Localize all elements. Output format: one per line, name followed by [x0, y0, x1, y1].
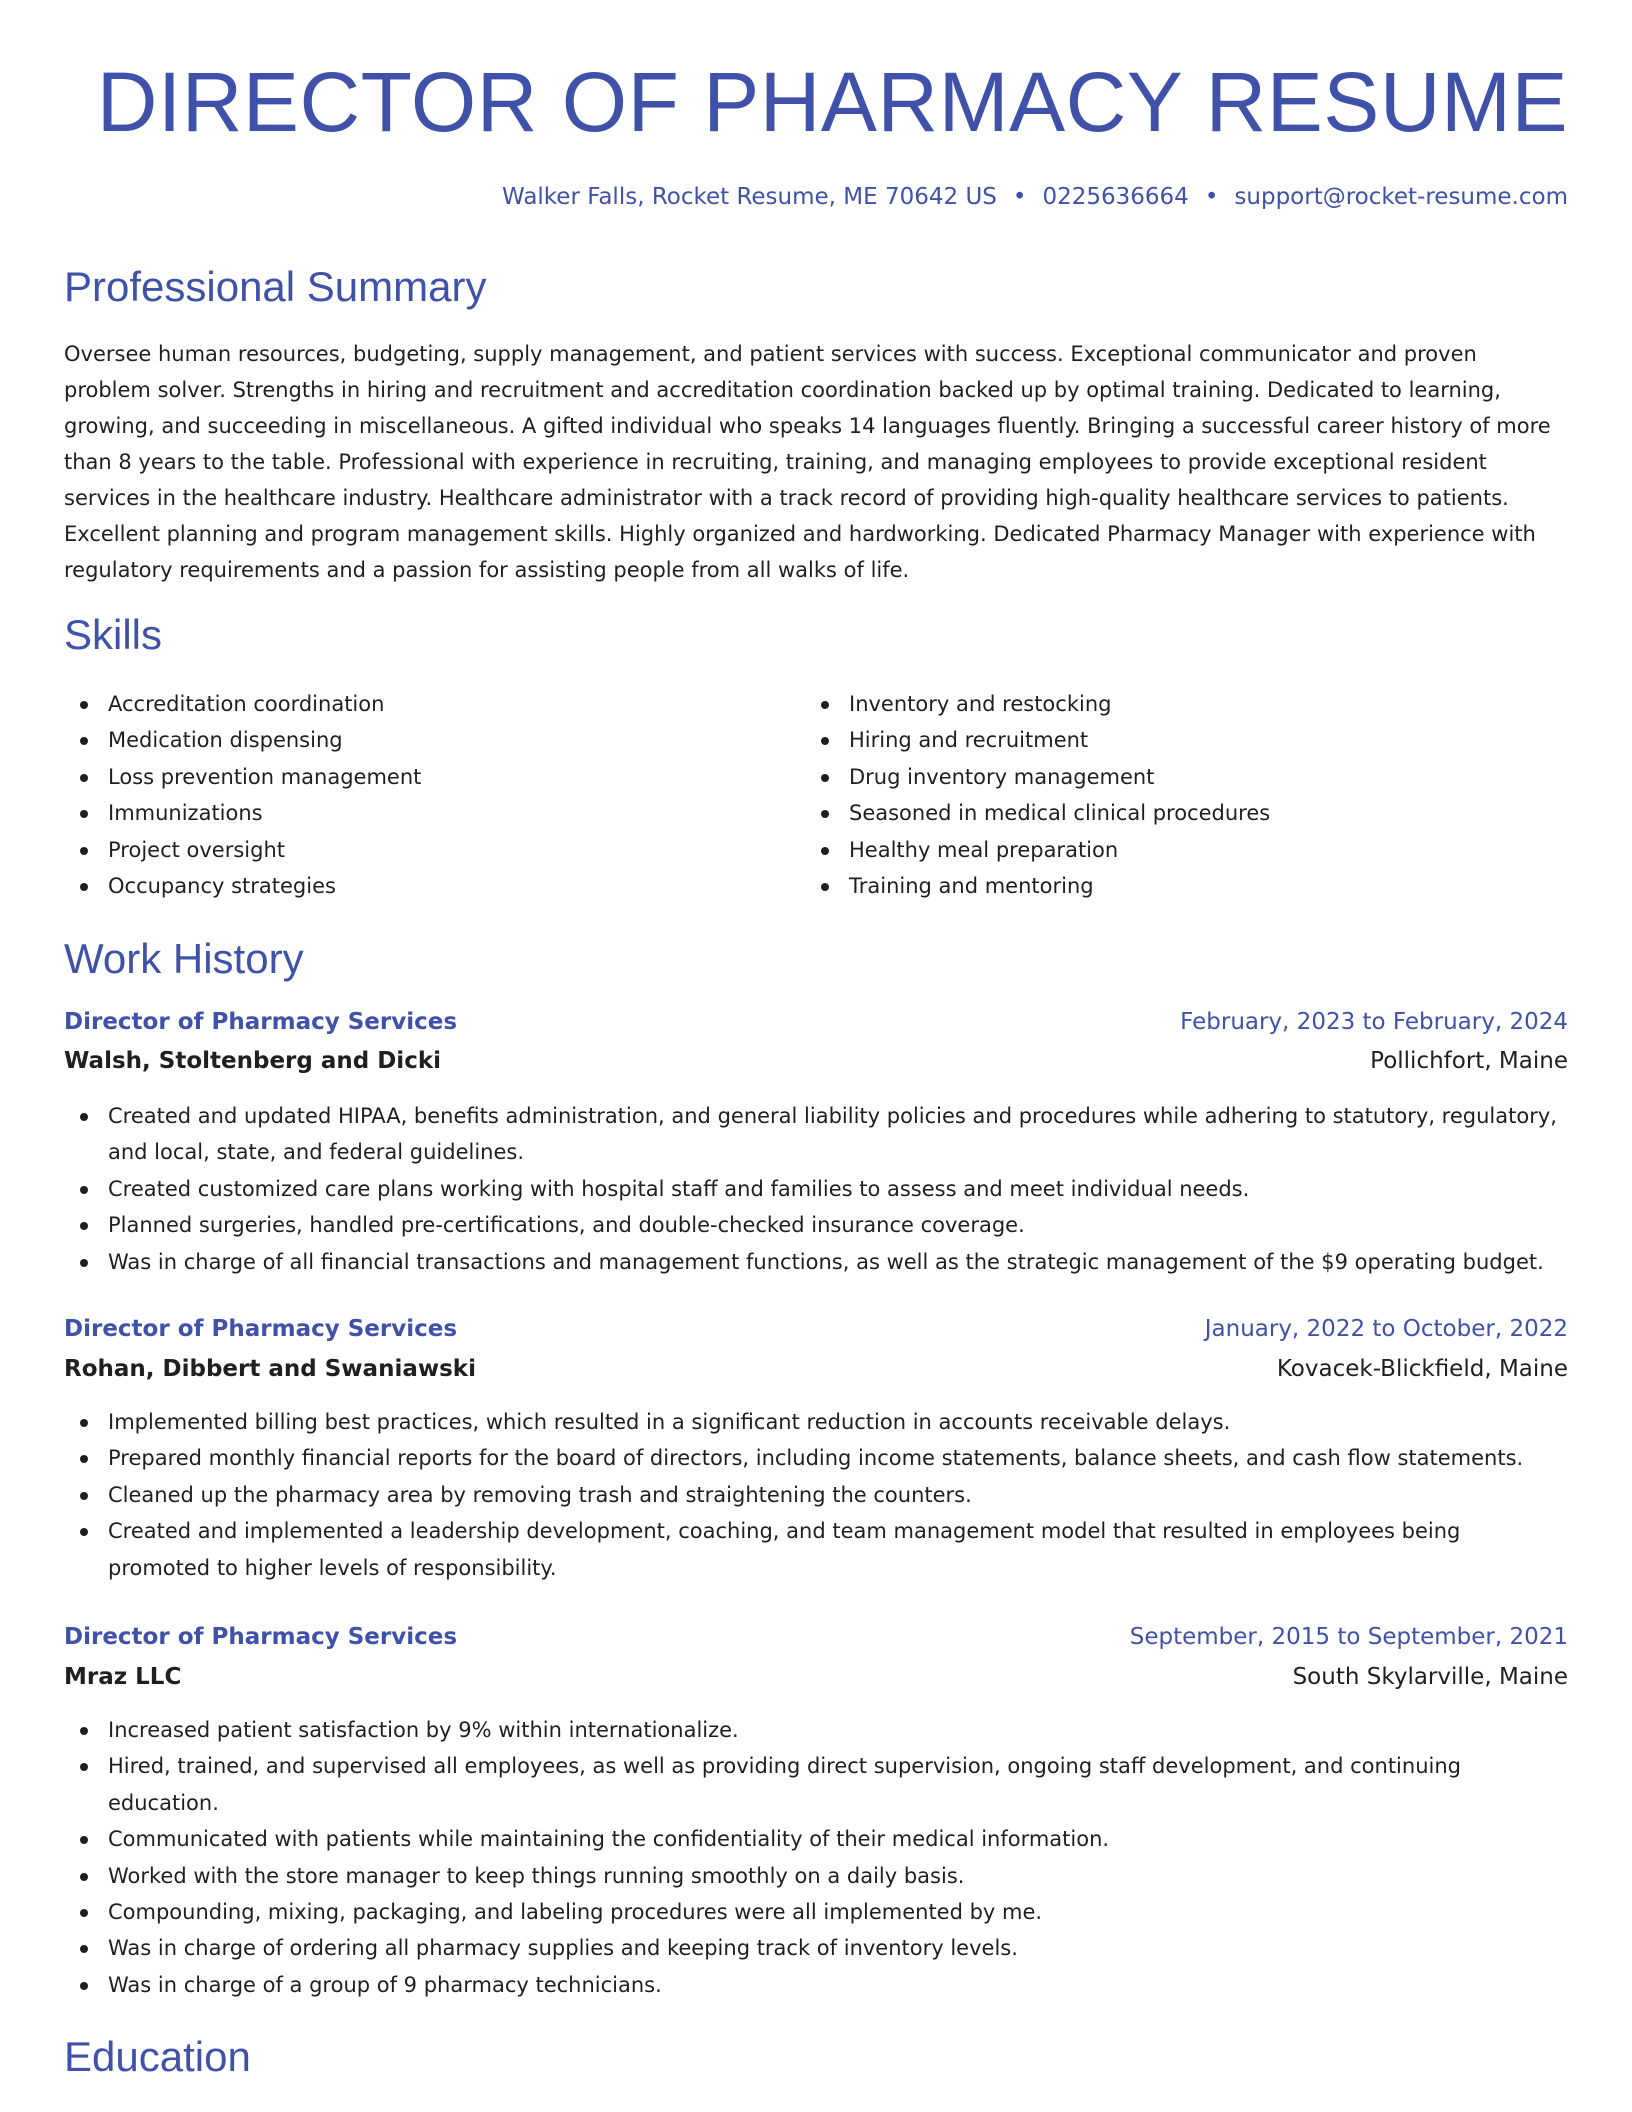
job-location: South Skylarville, Maine	[1292, 1664, 1568, 1690]
contact-email: support@rocket-resume.com	[1234, 184, 1568, 210]
job-dates: September, 2015 to September, 2021	[1129, 1624, 1568, 1650]
job-bullet: Compounding, mixing, packaging, and labeling procedures were all implemented by me.	[64, 1894, 1568, 1930]
contact-separator: •	[1012, 184, 1027, 210]
job-bullets	[64, 1404, 1568, 1586]
job-dates: February, 2023 to February, 2024	[1180, 1009, 1568, 1035]
job-bullet: Was in charge of all financial transactions and management functions, as well as the strategic management of the $9 operating budget.	[64, 1244, 1568, 1280]
job-bullet: Increased patient satisfaction by 9% within internationalize.	[64, 1712, 1568, 1748]
job-bullet: Implemented billing best practices, which resulted in a significant reduction in accounts receivable delays.	[64, 1404, 1568, 1440]
skills-list-left	[64, 686, 421, 904]
skills-heading: Skills	[64, 611, 163, 658]
skill-item: Drug inventory management	[805, 759, 1270, 795]
contact-separator: •	[1204, 184, 1219, 210]
job-title: Director of Pharmacy Services	[64, 1316, 458, 1342]
summary-heading: Professional Summary	[64, 263, 487, 310]
skill-item: Project oversight	[64, 832, 421, 868]
job-bullet: Created and implemented a leadership development, coaching, and team management model that resulted in employees being promoted to higher levels of responsibility.	[64, 1513, 1568, 1586]
job-bullets	[64, 1098, 1568, 1280]
job-bullet: Created customized care plans working with hospital staff and families to assess and meet individual needs.	[64, 1171, 1568, 1207]
job-title: Director of Pharmacy Services	[64, 1624, 458, 1650]
job-bullet: Was in charge of ordering all pharmacy supplies and keeping track of inventory levels.	[64, 1930, 1568, 1966]
skill-item: Seasoned in medical clinical procedures	[805, 795, 1270, 831]
skills-list-right	[805, 686, 1270, 904]
job-bullet: Hired, trained, and supervised all employees, as well as providing direct supervision, ongoing staff development, and continuing education.	[64, 1748, 1568, 1821]
job-company: Mraz LLC	[64, 1664, 182, 1690]
job-company: Rohan, Dibbert and Swaniawski	[64, 1356, 476, 1382]
job-location: Kovacek-Blickfield, Maine	[1276, 1356, 1568, 1382]
job-bullet: Worked with the store manager to keep things running smoothly on a daily basis.	[64, 1858, 1568, 1894]
resume-title: DIRECTOR OF PHARMACY RESUME	[96, 55, 1568, 149]
skill-item: Medication dispensing	[64, 722, 421, 758]
skill-item: Occupancy strategies	[64, 868, 421, 904]
job-bullet: Created and updated HIPAA, benefits administration, and general liability policies and procedures while adhering to statutory, regulatory, and local, state, and federal guidelines.	[64, 1098, 1568, 1171]
job-dates: January, 2022 to October, 2022	[1204, 1316, 1568, 1342]
skill-item: Accreditation coordination	[64, 686, 421, 722]
contact-address: Walker Falls, Rocket Resume, ME 70642 US	[502, 184, 997, 210]
job-bullet: Planned surgeries, handled pre-certifications, and double-checked insurance coverage.	[64, 1207, 1568, 1243]
skill-item: Healthy meal preparation	[805, 832, 1270, 868]
contact-phone: 0225636664	[1042, 184, 1189, 210]
summary-text: Oversee human resources, budgeting, supply management, and patient services with success. Exceptional communicator and proven problem solver. Strengths in hiring and recruitment and accreditation coordination backed up by optimal training. Dedicated to learning, growing, and succeeding in miscellaneous. A gifted individual who speaks 14 languages fluently. Bringing a successful career history of more than 8 years to the table. Professional with experience in recruiting, training, and managing employees to provide exceptional resident services in the healthcare industry. Healthcare administrator with a track record of providing high-quality healthcare services to patients. Excellent planning and program management skills. Highly organized and hardworking. Dedicated Pharmacy Manager with experience with regulatory requirements and a passion for assisting people from all walks of life.	[64, 342, 1551, 582]
job-bullets	[64, 1712, 1568, 2003]
job-bullet: Communicated with patients while maintaining the confidentiality of their medical information.	[64, 1821, 1568, 1857]
skill-item: Loss prevention management	[64, 759, 421, 795]
skill-item: Immunizations	[64, 795, 421, 831]
job-title: Director of Pharmacy Services	[64, 1009, 458, 1035]
job-bullet: Cleaned up the pharmacy area by removing trash and straightening the counters.	[64, 1477, 1568, 1513]
job-bullet: Was in charge of a group of 9 pharmacy technicians.	[64, 1967, 1568, 2003]
skill-item: Training and mentoring	[805, 868, 1270, 904]
job-location: Pollichfort, Maine	[1370, 1048, 1568, 1074]
job-company: Walsh, Stoltenberg and Dicki	[64, 1048, 442, 1074]
contact-line	[502, 181, 1568, 213]
skill-item: Inventory and restocking	[805, 686, 1270, 722]
work-history-heading: Work History	[64, 935, 304, 982]
job-bullet: Prepared monthly financial reports for the board of directors, including income statements, balance sheets, and cash flow statements.	[64, 1440, 1568, 1476]
skill-item: Hiring and recruitment	[805, 722, 1270, 758]
education-heading: Education	[64, 2033, 251, 2080]
